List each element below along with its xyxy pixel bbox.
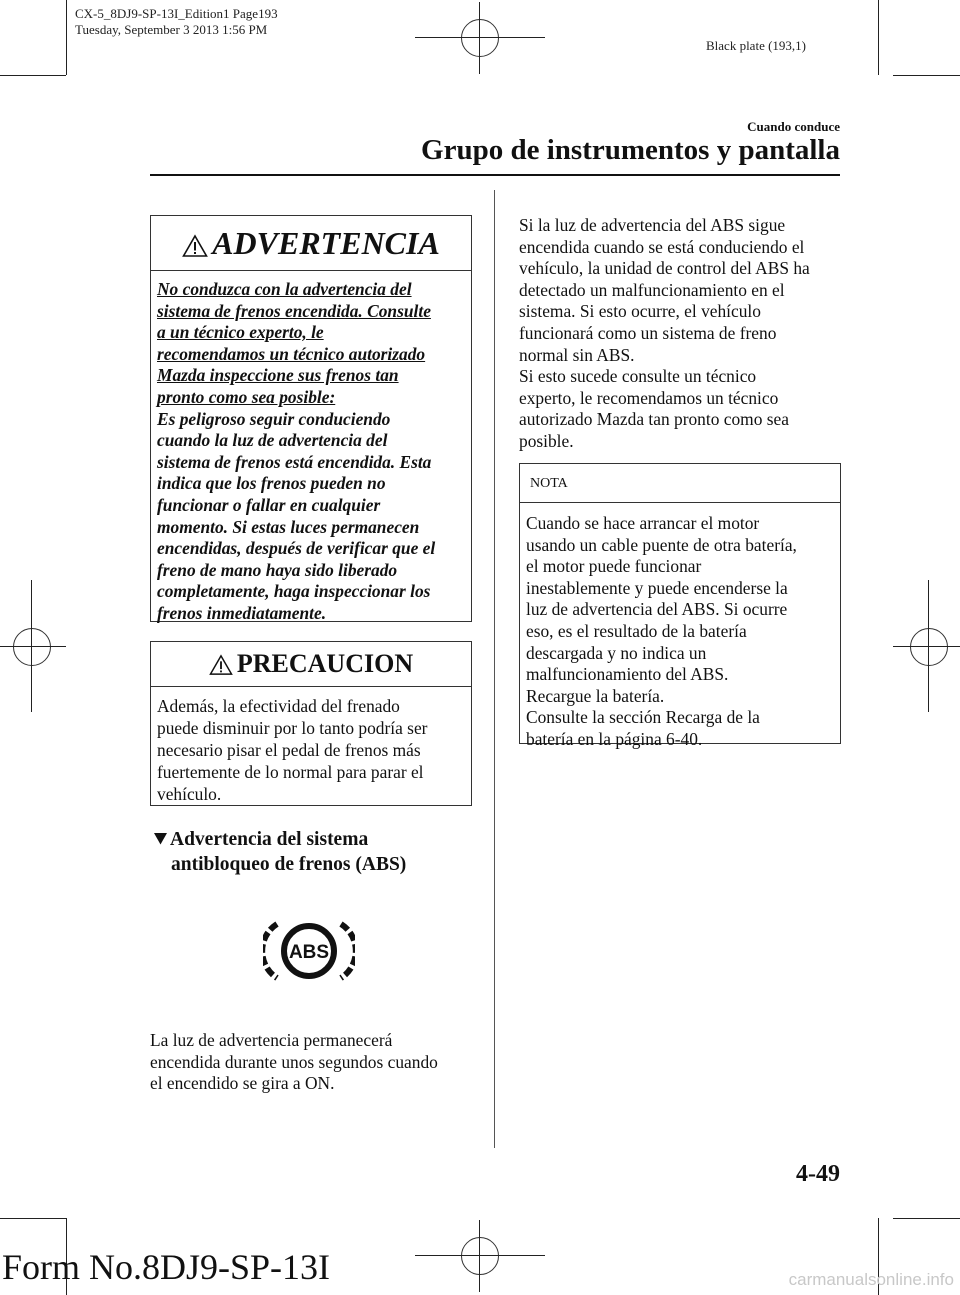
warning-line: a un técnico experto, le <box>157 322 324 343</box>
form-number: Form No.8DJ9-SP-13I <box>2 1247 331 1287</box>
abs-body-line: La luz de advertencia permanecerá <box>150 1030 393 1050</box>
note-box <box>519 463 841 749</box>
warning-header <box>151 216 471 271</box>
caution-title: PRECAUCION <box>236 649 414 678</box>
abs-heading-line2: antibloqueo de frenos (ABS) <box>171 854 407 875</box>
note-line: Consulte la sección Recarga de la <box>526 707 760 728</box>
right-text-line: autorizado Mazda tan pronto como sea <box>519 409 789 430</box>
abs-heading-line1: Advertencia del sistema <box>170 829 369 850</box>
warning-line: cuando la luz de advertencia del <box>157 430 388 451</box>
right-text-line: experto, le recomendamos un técnico <box>519 387 779 408</box>
warning-line: completamente, haga inspeccionar los <box>157 581 431 602</box>
warning-title: ADVERTENCIA <box>212 225 440 261</box>
right-text-line: sistema. Si esto ocurre, el vehículo <box>519 301 761 322</box>
warning-line: encendidas, después de verificar que el <box>157 538 436 559</box>
warning-line: sistema de frenos está encendida. Esta <box>157 451 432 472</box>
warning-box <box>150 215 472 622</box>
warning-line: funcionar o fallar en cualquier <box>157 494 381 515</box>
right-text-line: normal sin ABS. <box>519 344 635 365</box>
note-line: eso, es el resultado de la batería <box>526 620 747 641</box>
warning-line: indica que los frenos pueden no <box>157 473 386 494</box>
caution-box <box>150 641 472 806</box>
caution-triangle-icon <box>209 654 233 676</box>
note-body <box>520 503 840 761</box>
caution-line: necesario pisar el pedal de frenos más <box>157 740 421 760</box>
warning-triangle-icon <box>182 234 208 258</box>
right-text-line: vehículo, la unidad de control del ABS ha <box>519 258 810 279</box>
right-text-line: Si esto sucede consulte un técnico <box>519 366 757 387</box>
abs-icon-text: ABS <box>288 942 330 963</box>
note-line: malfuncionamiento del ABS. <box>526 664 729 685</box>
note-line: descargada y no indica un <box>526 642 707 663</box>
caution-line: Además, la efectividad del frenado <box>157 696 400 716</box>
right-text-line: posible. <box>519 430 574 451</box>
watermark: carmanualsonline.info <box>788 1270 954 1289</box>
warning-line: pronto como sea posible: <box>157 386 336 407</box>
note-line: inestablemente y puede encenderse la <box>526 577 788 598</box>
note-line: luz de advertencia del ABS. Si ocurre <box>526 599 788 620</box>
abs-body <box>150 1030 480 1095</box>
warning-line: No conduzca con la advertencia del <box>157 279 412 299</box>
column-divider <box>494 190 495 1148</box>
note-line: usando un cable puente de otra batería, <box>526 534 797 555</box>
note-line: Recargue la batería. <box>526 685 665 706</box>
right-text-line: detectado un malfuncionamiento en el <box>519 279 785 300</box>
section-triangle-icon <box>154 832 167 845</box>
warning-body <box>151 271 471 633</box>
abs-body-line: el encendido se gira a ON. <box>150 1073 335 1094</box>
caution-body <box>151 687 471 813</box>
abs-warning-light-icon <box>263 918 355 984</box>
print-date-line: Tuesday, September 3 2013 1:56 PM <box>75 22 268 37</box>
warning-line: frenos inmediatamente. <box>157 602 327 623</box>
warning-line: Mazda inspeccione sus frenos tan <box>157 365 399 386</box>
note-line: batería en la página 6-40. <box>526 728 703 749</box>
page-number: 4-49 <box>796 1161 840 1187</box>
right-text-line: encendida cuando se está conduciendo el <box>519 236 805 257</box>
caution-line: vehículo. <box>157 784 222 804</box>
note-line: Cuando se hace arrancar el motor <box>526 513 760 533</box>
note-line: el motor puede funcionar <box>526 556 702 577</box>
right-column-text <box>519 215 841 453</box>
warning-line: sistema de frenos encendida. Consulte <box>157 300 431 321</box>
section-subtitle: Cuando conduce <box>747 119 840 134</box>
warning-line: recomendamos un técnico autorizado <box>157 343 426 364</box>
warning-line: momento. Si estas luces permanecen <box>157 516 420 537</box>
warning-line: freno de mano haya sido liberado <box>157 559 398 580</box>
right-text-line: Si la luz de advertencia del ABS sigue <box>519 215 786 235</box>
note-title: NOTA <box>520 464 840 503</box>
abs-heading <box>154 828 368 852</box>
right-text-line: funcionará como un sistema de freno <box>519 322 777 343</box>
abs-body-line: encendida durante unos segundos cuando <box>150 1051 438 1072</box>
section-title: Grupo de instrumentos y pantalla <box>421 134 840 166</box>
caution-header <box>151 642 471 687</box>
header-rule <box>150 174 840 176</box>
warning-line: Es peligroso seguir conduciendo <box>157 408 391 429</box>
caution-line: fuertemente de lo normal para parar el <box>157 762 424 782</box>
print-file-line: CX-5_8DJ9-SP-13I_Edition1 Page193 <box>75 6 278 21</box>
plate-label: Black plate (193,1) <box>706 38 806 53</box>
caution-line: puede disminuir por lo tanto podría ser <box>157 718 428 738</box>
